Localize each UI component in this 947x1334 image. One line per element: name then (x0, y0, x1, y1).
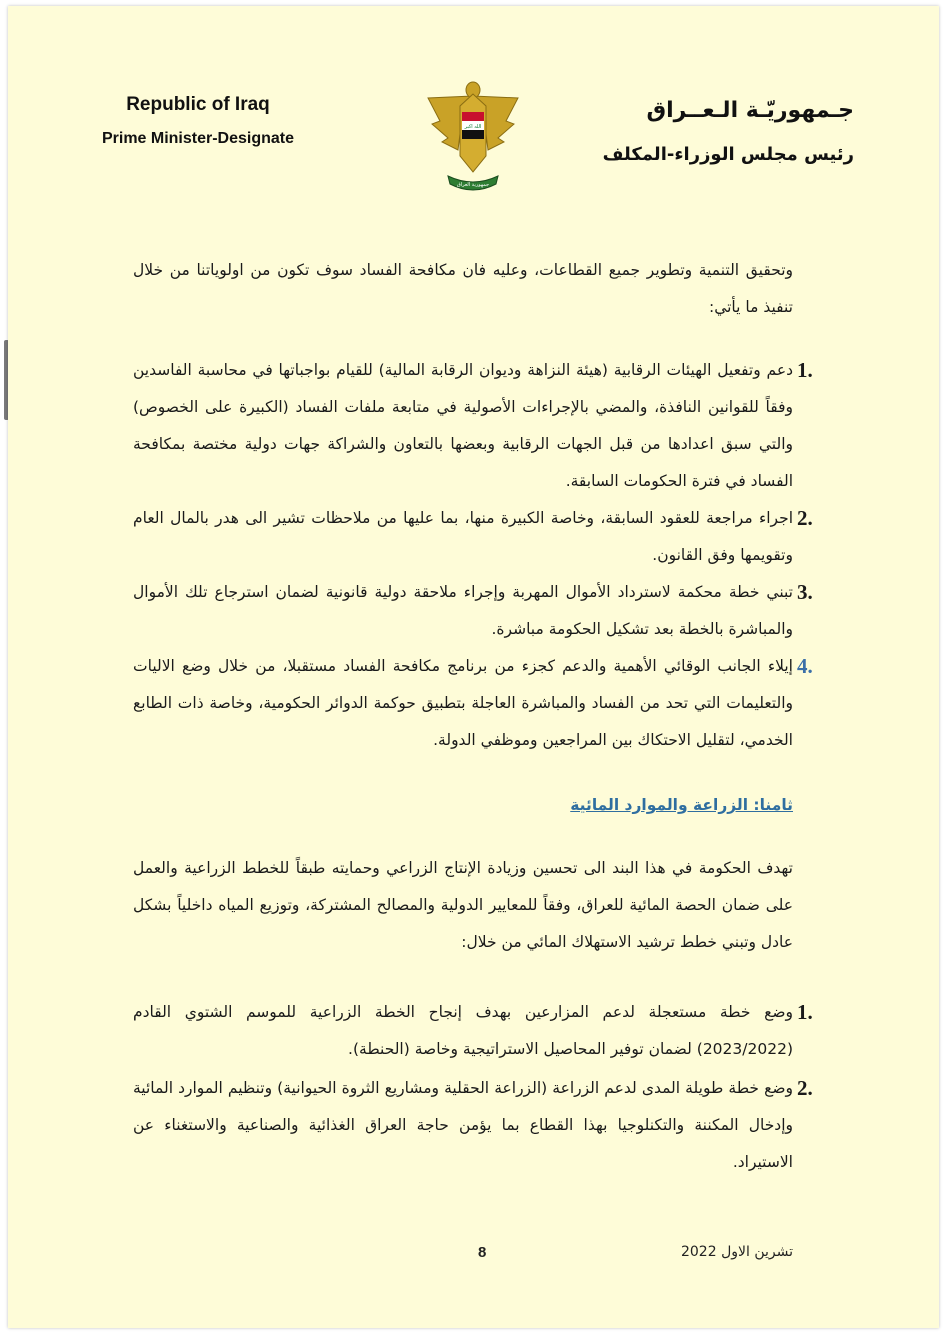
item-text: تبني خطة محكمة لاسترداد الأموال المهربة وإجراء ملاحقة دولية قانونية لضمان استرجاع تلك الأموال والمباشرة بالخطة بعد تشكيل الحكومة مباشرة. (133, 583, 793, 638)
item-text: اجراء مراجعة للعقود السابقة، وخاصة الكبيرة منها، بما عليها من ملاحظات تشير الى هدر بالمال العام وتقويمها وفق القانون. (133, 509, 793, 564)
svg-text:جمهورية العراق: جمهورية العراق (456, 182, 490, 188)
agriculture-item-1 (133, 994, 813, 1068)
agriculture-item-2 (133, 1070, 813, 1181)
header-arabic-title: جـمهوريّـة الـعــراق (646, 98, 854, 123)
page-number: 8 (478, 1244, 487, 1261)
item-text: وضع خطة طويلة المدى لدعم الزراعة (الزراعة الحقلية ومشاريع الثروة الحيوانية) وتنظيم الموارد المائية وإدخال المكننة والتكنلوجيا بهذا القطاع بما يؤمن حاجة العراق الغذائية والصناعية والاستغناء عن الاستيراد. (133, 1079, 793, 1171)
header-english-title: Republic of Iraq (126, 94, 270, 115)
item-number: 4. (797, 654, 813, 678)
section-title-agriculture: ثامنا: الزراعة والموارد المائية (570, 796, 793, 814)
item-number: 2. (797, 1076, 813, 1100)
agriculture-paragraph: تهدف الحكومة في هذا البند الى تحسين وزيادة الإنتاج الزراعي وحمايته طبقاً للخطط الزراعية والعمل على ضمان الحصة المائية للعراق، وفقاً للمعايير الدولية والمصالح المشتركة، وتوزيع المياه داخلياً بشكل عادل وتبني خطط ترشيد الاستهلاك المائي من خلال: (133, 859, 793, 951)
item-number: 1. (797, 358, 813, 382)
header-english-subtitle: Prime Minister-Designate (101, 130, 295, 147)
svg-text:الله اكبر: الله اكبر (464, 124, 482, 130)
anti-corruption-item-3 (133, 574, 813, 648)
item-number: 1. (797, 1000, 813, 1024)
footer-date: تشرين الاول 2022 (680, 1244, 793, 1260)
item-number: 3. (797, 580, 813, 604)
anti-corruption-item-4 (133, 648, 813, 759)
document-page (8, 6, 939, 1328)
item-text: دعم وتفعيل الهيئات الرقابية (هيئة النزاهة وديوان الرقابة المالية) للقيام بواجباتها في محاسبة الفاسدين وفقاً للقوانين النافذة، والمضي بالإجراءات الأصولية في متابعة ملفات الفساد (الكبيرة على الخصوص) والتي سبق اعدادها من قبل الجهات الرقابية وبعضها بالتعاون والشراكة جهات دولية مختصة بمكافحة الفساد في فترة الحكومات السابقة. (133, 361, 793, 490)
anti-corruption-item-2 (133, 500, 813, 574)
item-text: وضع خطة مستعجلة لدعم المزارعين بهدف إنجاح الخطة الزراعية للموسم الشتوي القادم (2023/2022) لضمان توفير المحاصيل الاستراتيجية وخاصة (الحنطة). (133, 1003, 793, 1058)
header-arabic-subtitle: رئيس مجلس الوزراء-المكلف (602, 144, 854, 165)
anti-corruption-item-1 (133, 352, 813, 500)
iraq-eagle-emblem-icon (418, 76, 528, 198)
item-number: 2. (797, 506, 813, 530)
item-text: إيلاء الجانب الوقائي الأهمية والدعم كجزء من برنامج مكافحة الفساد مستقبلا، من خلال وضع الاليات والتعليمات التي تحد من الفساد والمباشرة العاجلة بتطبيق حوكمة الدوائر الحكومية، وخاصة ذات الطابع الخدمي، لتقليل الاحتكاك بين المراجعين وموظفي الدولة. (133, 657, 793, 749)
intro-paragraph: وتحقيق التنمية وتطوير جميع القطاعات، وعليه فان مكافحة الفساد سوف تكون من اولوياتنا من خلال تنفيذ ما يأتي: (133, 261, 793, 316)
